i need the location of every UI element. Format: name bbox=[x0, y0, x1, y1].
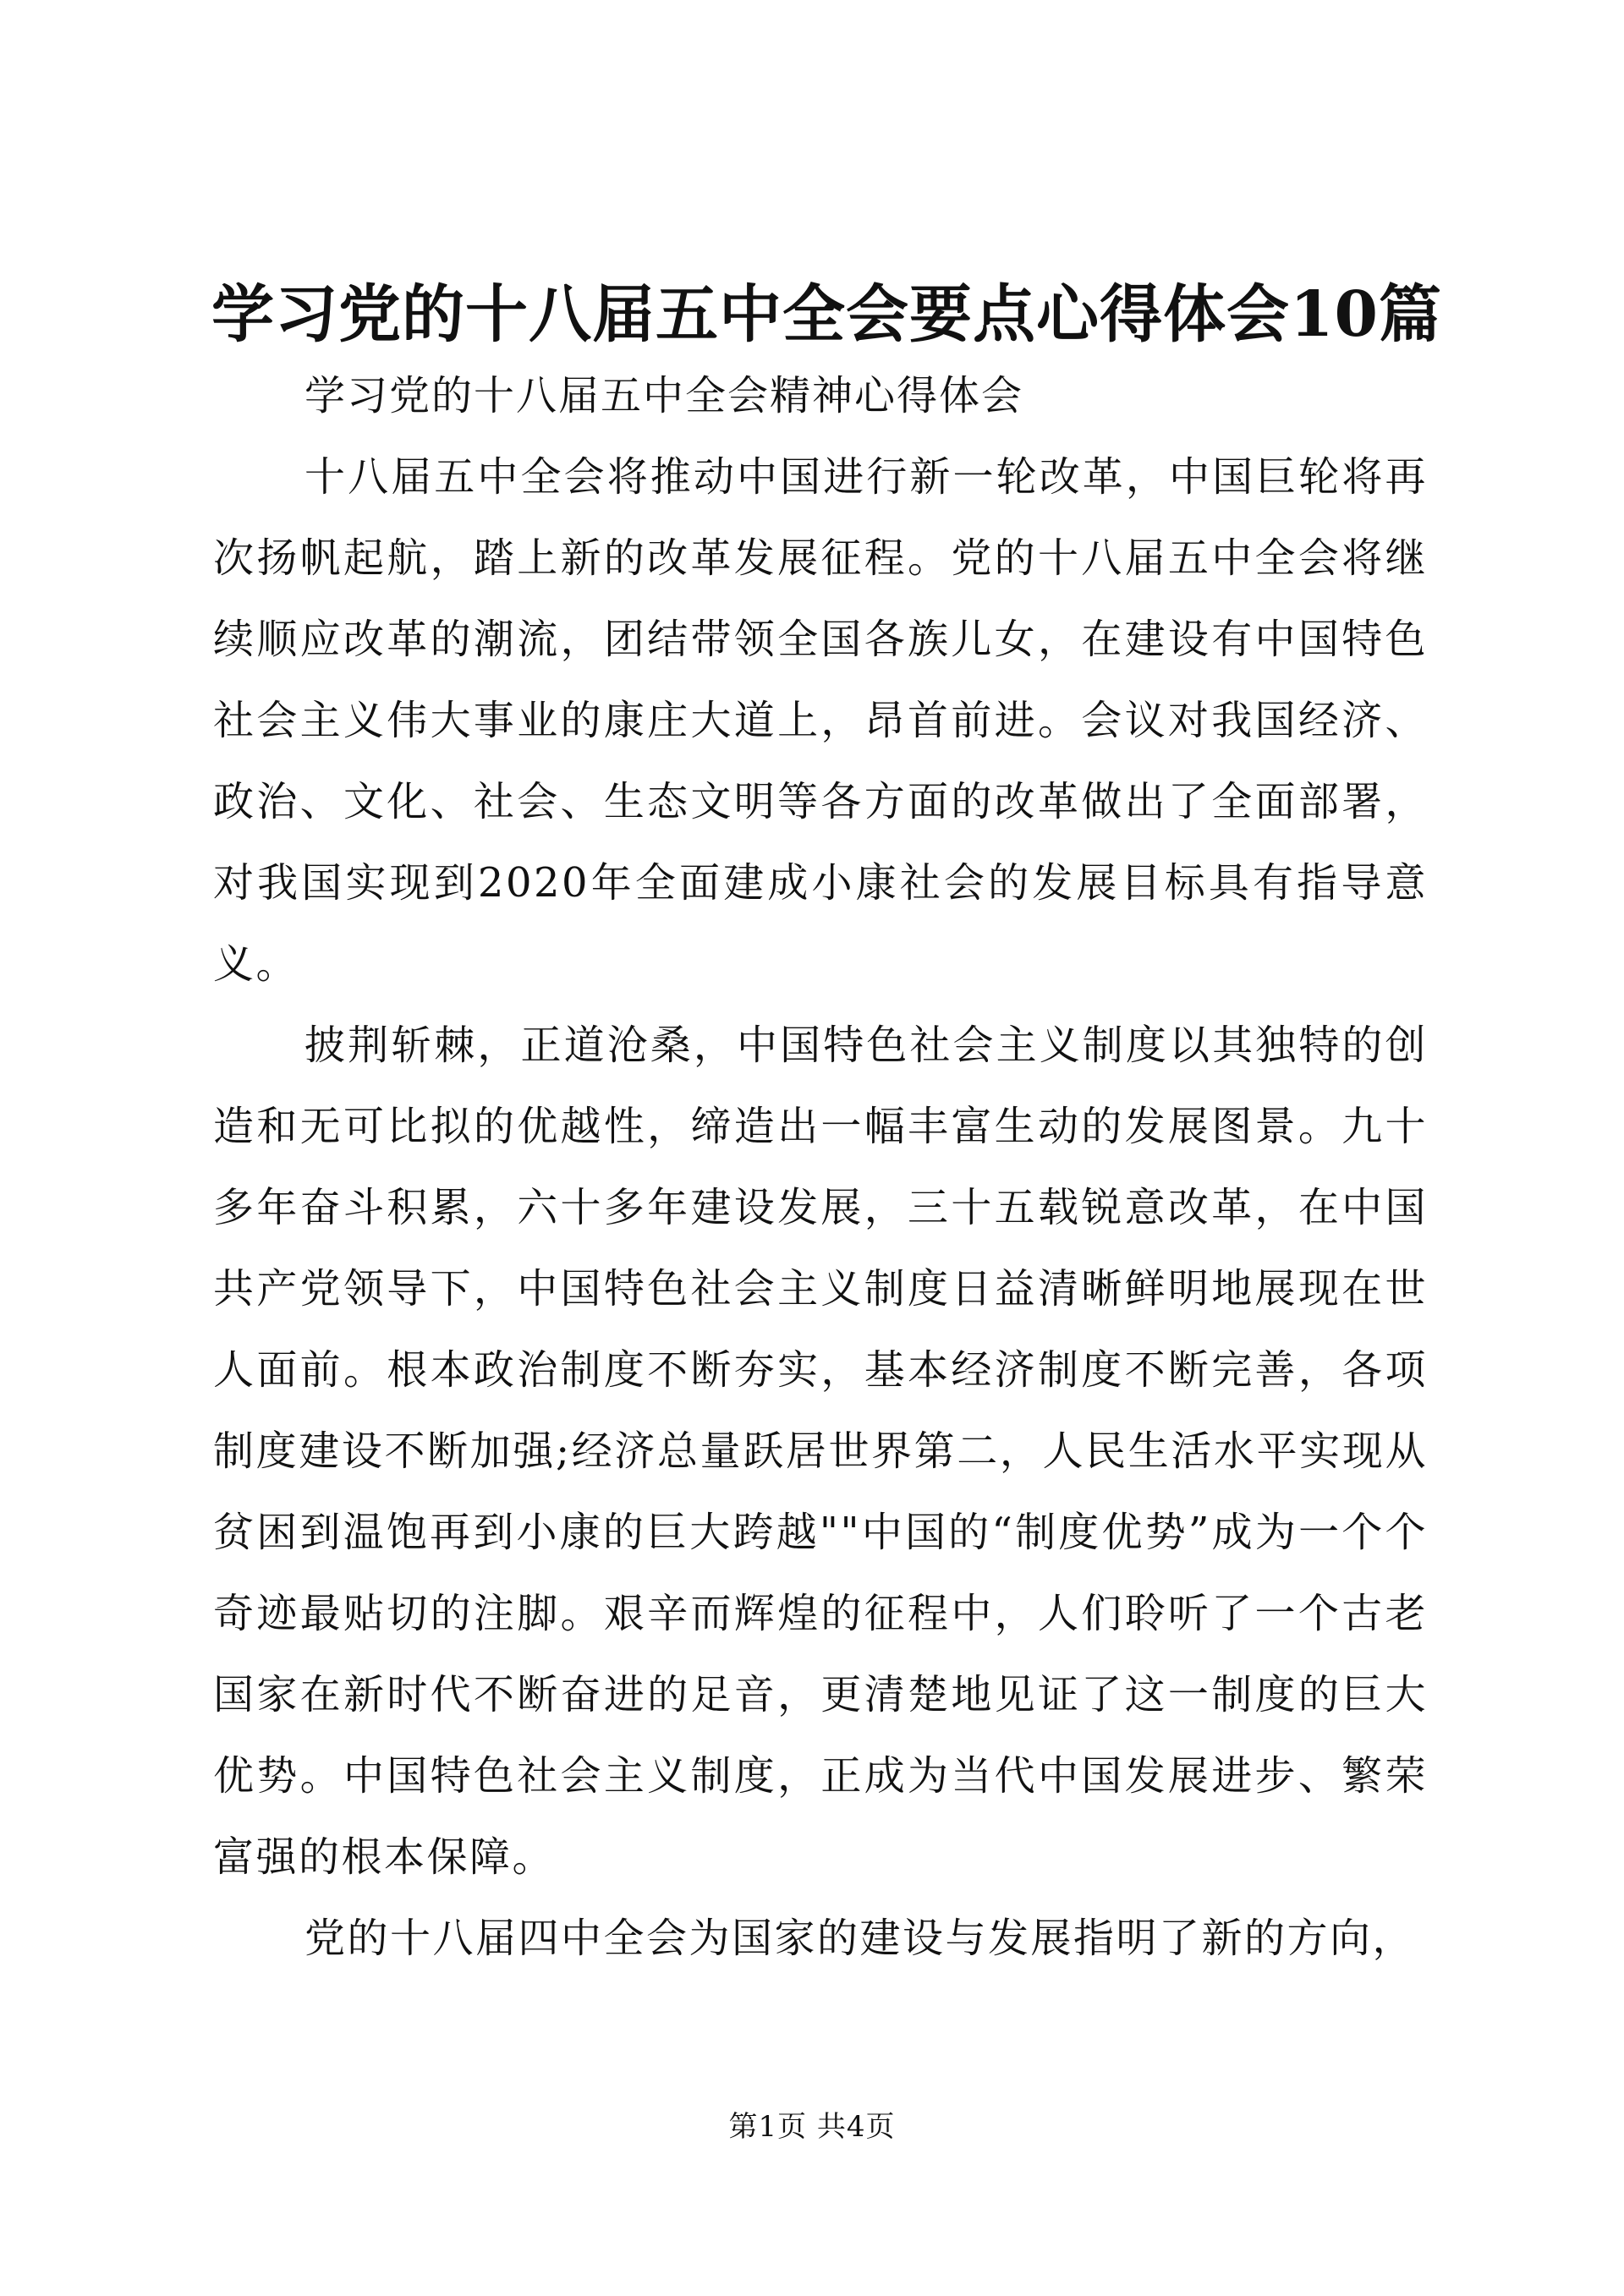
document-subtitle: 学习党的十八届五中全会精神心得体会 bbox=[304, 372, 1024, 419]
document-body bbox=[213, 355, 1428, 1979]
paragraph-2: 披荆斩棘，正道沧桑，中国特色社会主义制度以其独特的创造和无可比拟的优越性，缔造出一幅丰富生动的发展图景。九十多年奋斗积累，六十多年建设发展，三十五载锐意改革，在中国共产党领导下，中国特色社会主义制度日益清晰鲜明地展现在世人面前。根本政治制度不断夯实，基本经济制度不断完善，各项制度建设不断加强;经济总量跃居世界第二，人民生活水平实现从贫困到温饱再到小康的巨大跨越""中国的“制度优势”成为一个个奇迹最贴切的注脚。艰辛而辉煌的征程中，人们聆听了一个古老国家在新时代不断奋进的足音，更清楚地见证了这一制度的巨大优势。中国特色社会主义制度，正成为当代中国发展进步、繁荣富强的根本保障。 bbox=[213, 1022, 1428, 1881]
paragraph-3: 党的十八届四中全会为国家的建设与发展指明了新的方向， bbox=[304, 1915, 1416, 1962]
document-title: 学习党的十八届五中全会要点心得体会10篇 bbox=[211, 278, 1442, 351]
page-number-footer: 第1页 共4页 bbox=[728, 2110, 896, 2144]
paragraph-1: 十八届五中全会将推动中国进行新一轮改革，中国巨轮将再次扬帆起航，踏上新的改革发展征程。党的十八届五中全会将继续顺应改革的潮流，团结带领全国各族儿女，在建设有中国特色社会主义伟大事业的康庄大道上，昂首前进。会议对我国经济、政治、文化、社会、生态文明等各方面的改革做出了全面部署，对我国实现到2020年全面建成小康社会的发展目标具有指导意义。 bbox=[213, 453, 1428, 988]
